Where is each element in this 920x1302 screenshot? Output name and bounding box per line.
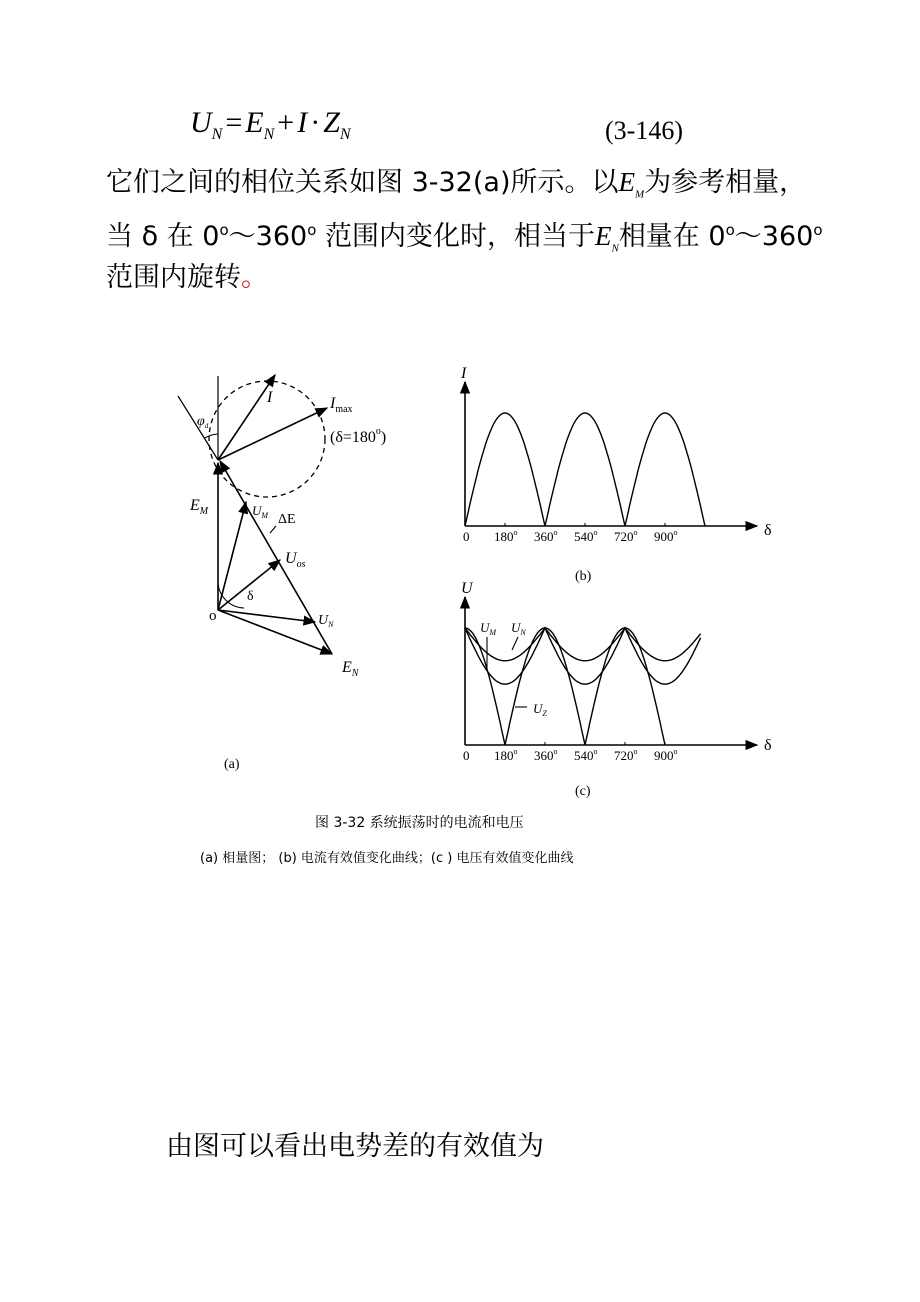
equation-number: (3-146) <box>605 116 683 145</box>
svg-text:Uos: $U_{os}$ <box>285 550 306 570</box>
delta-arc <box>218 583 244 608</box>
un-pointer <box>512 637 518 650</box>
imax-vector <box>218 408 327 460</box>
tick-label-180: 180$^o$ <box>494 747 518 763</box>
chart-b-labels <box>460 365 772 584</box>
eq-rhs1: E <box>245 106 264 139</box>
svg-text:UN: $U_N$ <box>511 620 526 637</box>
svg-text:UM: $U_M$ <box>252 503 269 520</box>
equation: $U_N = E_N + I \cdot Z_N$ <box>190 106 351 143</box>
svg-text:U: U <box>461 580 473 597</box>
svg-text:(a): (a) <box>224 757 240 772</box>
tick-label-900: 900$^o$ <box>654 528 678 544</box>
svg-text:(δ=180o): $(\delta=180^o)$ <box>330 426 387 446</box>
tick-label-180: 180$^o$ <box>494 528 518 544</box>
um-vector <box>218 502 246 610</box>
svg-text:I: I <box>461 365 467 382</box>
eq-rhs3: Z <box>323 106 340 139</box>
svg-text:δ: δ <box>247 589 254 604</box>
svg-text:UN: $U_N$ <box>318 613 334 629</box>
svg-text:(c): (c) <box>575 784 591 799</box>
svg-text:φd: $\varphi_d$ <box>197 414 209 430</box>
chart-c-series-um <box>465 628 701 661</box>
paragraph-line-3: 范围内旋转。 <box>106 262 268 293</box>
svg-text:ΔE: ΔE <box>278 512 296 527</box>
figure-subtitle: (a) 相量图； (b) 电流有效值变化曲线；(c ) 电压有效值变化曲线 <box>200 851 574 866</box>
svg-text:I: I <box>267 389 273 406</box>
phi-arc <box>205 434 218 438</box>
chart-c <box>465 597 757 745</box>
eq-rhs2: I <box>297 106 308 139</box>
svg-text:EN: $E_N$ <box>342 659 359 679</box>
paragraph-line-2: 当 δ 在 0$^o$～360$^o$ 范围内变化时，相当于$E_N$相量在 0$^o$～360$^o$ <box>106 221 823 255</box>
final-line: 由图可以看出电势差的有效值为 <box>166 1131 544 1162</box>
figure-title: 图 3-32 系统振荡时的电流和电压 <box>315 815 524 831</box>
svg-text:Imax: $I_{max}$ <box>330 395 353 415</box>
tick-label-540: 540$^o$ <box>574 528 598 544</box>
svg-text:(b): (b) <box>575 569 592 584</box>
chart-b <box>465 382 757 526</box>
tick-label-360: 360$^o$ <box>534 747 558 763</box>
chart-c-series-un <box>465 628 701 684</box>
svg-text:EM: $E_M$ <box>190 497 209 517</box>
tick-label-360: 360$^o$ <box>534 528 558 544</box>
eq-lhs: U <box>190 106 212 139</box>
paragraph-line-1: 它们之间的相位关系如图 3-32(a)所示。以$E_M$为参考相量， <box>106 167 807 201</box>
svg-text:δ: δ <box>764 737 772 754</box>
tick-label-720: 720$^o$ <box>614 747 638 763</box>
svg-text:UZ: $U_Z$ <box>533 701 547 718</box>
tick-label-540: 540$^o$ <box>574 747 598 763</box>
delta-e-vector <box>220 461 332 654</box>
tick-label-720: 720$^o$ <box>614 528 638 544</box>
svg-text:δ: δ <box>764 522 772 539</box>
tick-label-900: 900$^o$ <box>654 747 678 763</box>
chart-b-series-line <box>465 413 705 526</box>
tick-label-0: 0 <box>463 529 470 544</box>
svg-text:UM: $U_M$ <box>480 620 497 637</box>
chart-c-series-uz <box>465 628 665 745</box>
delta-e-tick <box>270 526 276 533</box>
chart-c-labels <box>461 580 772 799</box>
tick-label-0: 0 <box>463 748 470 763</box>
svg-text:o: o <box>209 608 217 624</box>
